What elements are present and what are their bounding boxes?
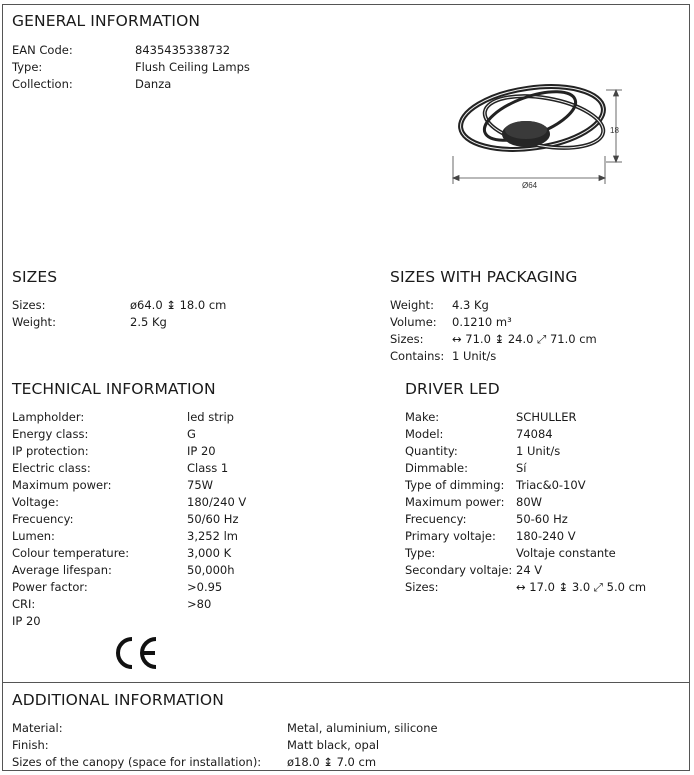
colour-temperature-label: Colour temperature: xyxy=(12,546,130,560)
ip-protection-value: IP 20 xyxy=(187,444,216,458)
ean-code-label: EAN Code: xyxy=(12,43,73,57)
driver-secondary-voltage-label: Secondary voltaje: xyxy=(405,563,513,577)
lumen-value: 3,252 lm xyxy=(187,529,238,543)
electric-class-label: Electric class: xyxy=(12,461,91,475)
driver-dimming-type-label: Type of dimming: xyxy=(405,478,505,492)
lampholder-label: Lampholder: xyxy=(12,410,85,424)
finish-label: Finish: xyxy=(12,738,49,752)
driver-frequency-label: Frecuency: xyxy=(405,512,467,526)
sizes-heading: SIZES xyxy=(12,268,58,286)
power-factor-value: >0.95 xyxy=(187,580,223,594)
driver-secondary-voltage-value: 24 V xyxy=(516,563,543,577)
lampholder-value: led strip xyxy=(187,410,234,424)
finish-value: Matt black, opal xyxy=(287,738,380,752)
general-information-heading: GENERAL INFORMATION xyxy=(12,12,201,30)
cri-label: CRI: xyxy=(12,597,36,611)
diameter-dimension-label: Ø64 xyxy=(522,181,538,190)
packaging-contains-value: 1 Unit/s xyxy=(452,349,497,363)
type-label: Type: xyxy=(12,60,43,74)
material-value: Metal, aluminium, silicone xyxy=(287,721,438,735)
product-dimension-drawing xyxy=(448,82,628,192)
ip-protection-label: IP protection: xyxy=(12,444,89,458)
driver-dimmable-value: Sí xyxy=(516,461,527,475)
packaging-heading: SIZES WITH PACKAGING xyxy=(390,268,578,286)
section-divider xyxy=(2,682,690,683)
packaging-contains-label: Contains: xyxy=(390,349,445,363)
average-lifespan-label: Average lifespan: xyxy=(12,563,112,577)
driver-led-heading: DRIVER LED xyxy=(405,380,500,398)
frequency-value: 50/60 Hz xyxy=(187,512,239,526)
packaging-volume-label: Volume: xyxy=(390,315,437,329)
cri-value: >80 xyxy=(187,597,212,611)
driver-sizes-label: Sizes: xyxy=(405,580,439,594)
maximum-power-label: Maximum power: xyxy=(12,478,112,492)
driver-dimmable-label: Dimmable: xyxy=(405,461,468,475)
maximum-power-value: 75W xyxy=(187,478,214,492)
power-factor-label: Power factor: xyxy=(12,580,88,594)
driver-maximum-power-value: 80W xyxy=(516,495,543,509)
packaging-weight-value: 4.3 Kg xyxy=(452,298,489,312)
ean-code-value: 8435435338732 xyxy=(135,43,231,57)
height-dimension-label: 18 xyxy=(610,126,619,135)
packaging-volume-value: 0.1210 m³ xyxy=(452,315,512,329)
driver-model-label: Model: xyxy=(405,427,444,441)
driver-maximum-power-label: Maximum power: xyxy=(405,495,505,509)
driver-quantity-label: Quantity: xyxy=(405,444,458,458)
technical-information-heading: TECHNICAL INFORMATION xyxy=(12,380,216,398)
ip-rating-note: IP 20 xyxy=(12,614,41,628)
packaging-sizes-label: Sizes: xyxy=(390,332,424,346)
driver-dimming-type-value: Triac&0-10V xyxy=(516,478,586,492)
canopy-sizes-value: ø18.0 ↨ 7.0 cm xyxy=(287,755,377,769)
average-lifespan-value: 50,000h xyxy=(187,563,235,577)
driver-type-label: Type: xyxy=(405,546,436,560)
type-value: Flush Ceiling Lamps xyxy=(135,60,250,74)
frequency-label: Frecuency: xyxy=(12,512,74,526)
energy-class-label: Energy class: xyxy=(12,427,89,441)
driver-sizes-value: ↔ 17.0 ↨ 3.0 ⤢ 5.0 cm xyxy=(516,580,647,594)
driver-frequency-value: 50-60 Hz xyxy=(516,512,568,526)
weight-label: Weight: xyxy=(12,315,56,329)
packaging-sizes-value: ↔ 71.0 ↨ 24.0 ⤢ 71.0 cm xyxy=(452,332,597,346)
ce-mark-logo xyxy=(112,633,160,673)
driver-primary-voltage-label: Primary voltaje: xyxy=(405,529,496,543)
lumen-label: Lumen: xyxy=(12,529,55,543)
collection-label: Collection: xyxy=(12,77,73,91)
packaging-weight-label: Weight: xyxy=(390,298,434,312)
driver-primary-voltage-value: 180-240 V xyxy=(516,529,576,543)
sizes-label: Sizes: xyxy=(12,298,46,312)
energy-class-value: G xyxy=(187,427,196,441)
driver-model-value: 74084 xyxy=(516,427,553,441)
lamp-illustration xyxy=(457,82,608,158)
driver-make-label: Make: xyxy=(405,410,440,424)
driver-quantity-value: 1 Unit/s xyxy=(516,444,561,458)
additional-information-heading: ADDITIONAL INFORMATION xyxy=(12,691,224,709)
collection-value: Danza xyxy=(135,77,172,91)
voltage-value: 180/240 V xyxy=(187,495,247,509)
driver-type-value: Voltaje constante xyxy=(516,546,616,560)
voltage-label: Voltage: xyxy=(12,495,60,509)
canopy-sizes-label: Sizes of the canopy (space for installation): xyxy=(12,755,262,769)
material-label: Material: xyxy=(12,721,63,735)
sizes-value: ø64.0 ↨ 18.0 cm xyxy=(130,298,227,312)
weight-value: 2.5 Kg xyxy=(130,315,167,329)
driver-make-value: SCHULLER xyxy=(516,410,577,424)
colour-temperature-value: 3,000 K xyxy=(187,546,232,560)
electric-class-value: Class 1 xyxy=(187,461,229,475)
